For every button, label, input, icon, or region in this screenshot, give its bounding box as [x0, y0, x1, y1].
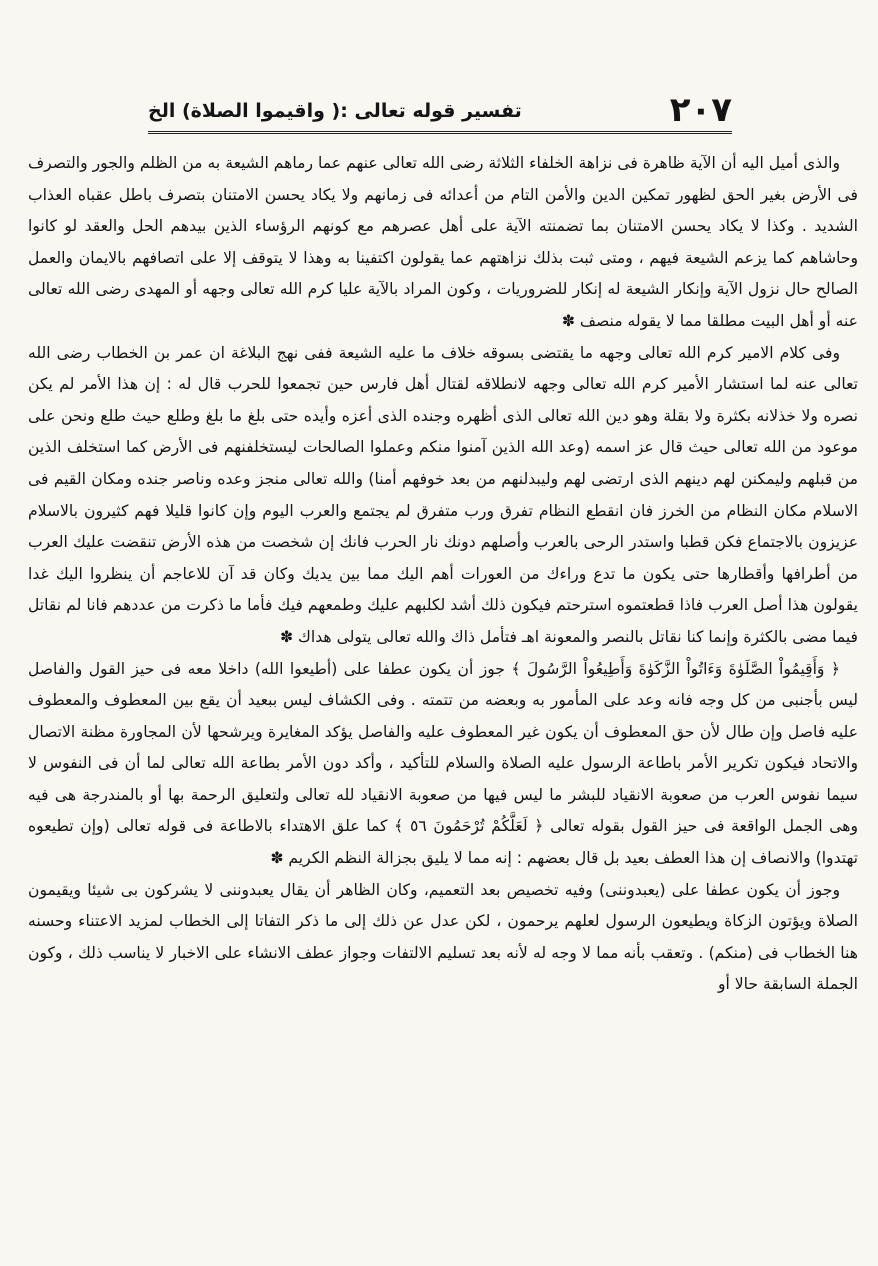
- paragraph-2: وفى كلام الامير كرم الله تعالى وجهه ما يقتضى بسوقه خلاف ما عليه الشيعة ففى نهج البلاغة ان عمر بن الخطاب رضى الله تعالى عنه لما استشار الأمير كرم الله تعالى وجهه لانطلاقه لقتال أهل فارس حين تجمعوا للحرب قال له : إن هذا الأمر لم يكن نصره ولا خذلانه بكثرة ولا بقلة وهو دين الله تعالى الذى أظهره وجنده الذى أعزه وأيده حتى بلغ ما بلغ وطلع حيث طلع ونحن على موعود من الله تعالى حيث قال عز اسمه (وعد الله الذين آمنوا منكم وعملوا الصالحات ليستخلفنهم فى الأرض كما استخلف الذين من قبلهم وليمكنن لهم دينهم الذى ارتضى لهم وليبدلنهم من بعد خوفهم أمنا) والله تعالى منجز وعده وناصر جنده ومكان القيم فى الاسلام مكان النظام من الخرز فان انقطع النظام تفرق ورب متفرق لم يجتمع والعرب اليوم وإن كانوا قليلا فهم كثيرون بالاسلام عزيزون بالاجتماع فكن قطبا واستدر الرحى بالعرب وأصلهم دونك نار الحرب فانك إن شخصت من هذه الأرض تنقضت عليك العرب من أطرافها وأقطارها حتى يكون ما تدع وراءك من العورات أهم اليك مما بين يديك وكان قد آن للاعاجم أن ينظروا اليك غدا يقولون هذا أصل العرب فاذا قطعتموه استرحتم فيكون ذلك أشد لكلبهم عليك وطمعهم فيك فأما ما ذكرت من عددهم فانا لم نقاتل فيما مضى بالكثرة وإنما كنا نقاتل بالنصر والمعونة اهـ فتأمل ذاك والله تعالى يتولى هداك ✽: [28, 343, 858, 646]
- page-number: ٢٠٧: [669, 90, 732, 130]
- paragraph-4: وجوز أن يكون عطفا على (يعبدوننى) وفيه تخصيص بعد التعميم، وكان الظاهر أن يقال يعبدوننى لا يشركون بى شيئا ويقيمون الصلاة ويؤتون الزكاة ويطيعون الرسول لعلهم يرحمون ، لكن عدل عن ذلك إلى ما ذكر التفاتا إلى الخطاب لمزيد الاعتناء وحسنه هنا الخطاب فى (منكم) . وتعقب بأنه مما لا وجه له لأنه بعد تسليم الالتفات وجواز عطف الانشاء على الاخبار لا يناسب ذلك ، وكون الجملة السابقة حالا أو: [28, 880, 858, 994]
- paragraph-1: والذى أميل اليه أن الآية ظاهرة فى نزاهة الخلفاء الثلاثة رضى الله تعالى عنهم عما رماهم الشيعة به من الظلم والجور والتصرف فى الأرض بغير الحق لظهور تمكين الدين والأمن التام من أعدائه فى زمانهم ولا يكاد يحسن الامتنان بتصرف باطل عقباه العذاب الشديد . وكذا لا يكاد يحسن الامتنان بما تضمنته الآية على أهل عصرهم مع كونهم الرؤساء الذين بيدهم الحل والعقد لو كانوا وحاشاهم كما يزعم الشيعة فيهم ، ومتى ثبت بذلك نزاهتهم عما يقولون اكتفينا به وهذا لا يتوقف إلا على اتصافهم بالايمان والعمل الصالح حال نزول الآية وإنكار الشيعة له إنكار للضروريات ، وكون المراد بالآية عليا كرم الله تعالى وجهه أو المهدى رضى الله تعالى عنه أو أهل البيت مطلقا مما لا يقوله منصف ✽: [28, 154, 858, 330]
- body-text: [28, 148, 858, 1001]
- page-header: [148, 90, 732, 134]
- paragraph-3: ﴿ وَأَقِيمُواْ الصَّلَوٰةَ وَءَاتُواْ الزَّكَوٰةَ وَأَطِيعُواْ الرَّسُولَ ﴾ جوز أن يكون عطفا على (أطيعوا الله) داخلا معه فى حيز القول والفاصل ليس بأجنبى من كل وجه فانه وعد على المأمور به وبعضه من تتمته . وفى الكشاف ليس ببعيد أن يقع بين المعطوف والمعطوف عليه فاصل وإن طال لأن حق المعطوف أن يكون غير المعطوف عليه والفاصل يؤكد المغايرة ويرشحها لأن المجاورة مظنة الاتصال والاتحاد فيكون تكرير الأمر باطاعة الرسول عليه الصلاة والسلام للتأكيد ، وأكد دون الأمر بطاعة الله تعالى لما أن فى النفوس لا سيما نفوس العرب من صعوبة الانقياد للبشر ما ليس فيها من صعوبة الانقياد لله تعالى ولتعليق الرحمة بها أو بالمندرجة هى فيه وهى الجمل الواقعة فى حيز القول بقوله تعالى ﴿ لَعَلَّكُمْ تُرْحَمُونَ ٥٦ ﴾ كما علق الاهتداء بالاطاعة فى قوله تعالى (وإن تطيعوه تهتدوا) والانصاف إن هذا العطف بعيد بل قال بعضهم : إنه مما لا يليق بجزالة النظم الكريم ✽: [28, 659, 859, 868]
- running-title: تفسير قوله تعالى :( واقيموا الصلاة) الخ: [148, 100, 522, 122]
- header-rule: [148, 131, 732, 134]
